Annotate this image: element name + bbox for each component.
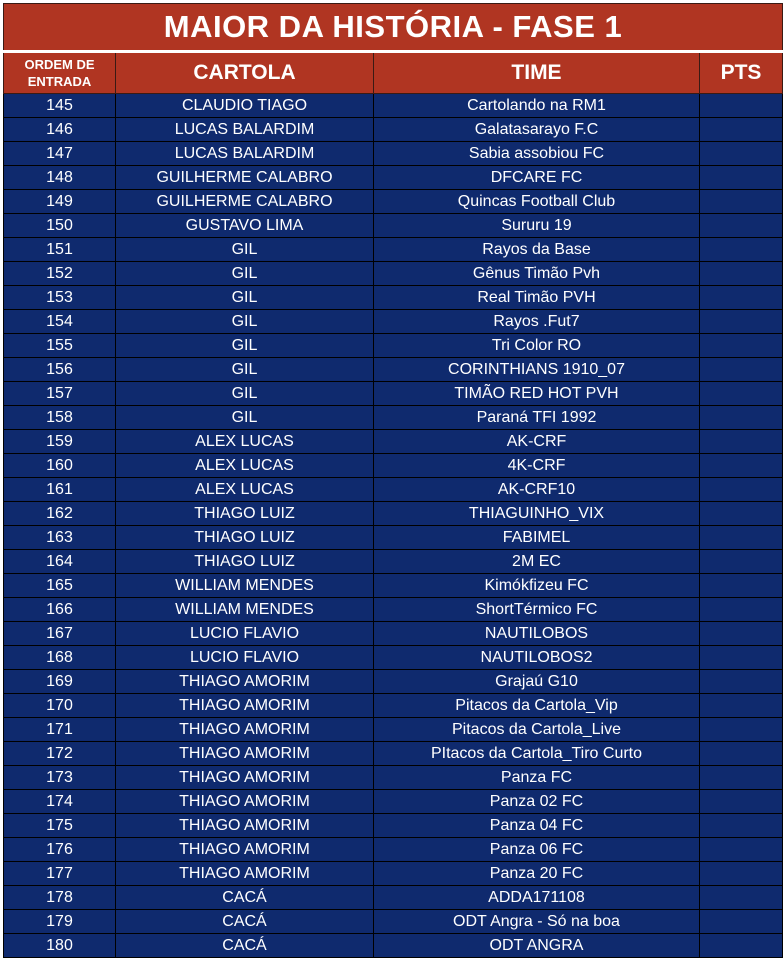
cell-ordem: 149 — [4, 190, 116, 214]
cell-pts — [700, 790, 783, 814]
cell-time: CORINTHIANS 1910_07 — [374, 358, 700, 382]
table-row — [4, 190, 783, 214]
cell-pts — [700, 262, 783, 286]
cell-time: Paraná TFI 1992 — [374, 406, 700, 430]
cell-time: ShortTérmico FC — [374, 598, 700, 622]
column-header-time: TIME — [374, 52, 700, 94]
cell-time: Gênus Timão Pvh — [374, 262, 700, 286]
column-header-pts: PTS — [700, 52, 783, 94]
column-header-ordem-line1: ORDEM DE — [24, 57, 95, 72]
cell-pts — [700, 910, 783, 934]
cell-pts — [700, 502, 783, 526]
column-header-cartola: CARTOLA — [116, 52, 374, 94]
table-row — [4, 718, 783, 742]
cell-time: Rayos da Base — [374, 238, 700, 262]
cell-ordem: 180 — [4, 934, 116, 958]
cell-ordem: 151 — [4, 238, 116, 262]
table-row — [4, 310, 783, 334]
cell-ordem: 146 — [4, 118, 116, 142]
table-row — [4, 382, 783, 406]
cell-cartola: THIAGO AMORIM — [116, 790, 374, 814]
cell-ordem: 168 — [4, 646, 116, 670]
cell-cartola: GIL — [116, 334, 374, 358]
cell-pts — [700, 214, 783, 238]
cell-ordem: 171 — [4, 718, 116, 742]
table-row — [4, 742, 783, 766]
cell-ordem: 152 — [4, 262, 116, 286]
cell-ordem: 159 — [4, 430, 116, 454]
table-row — [4, 862, 783, 886]
cell-cartola: GIL — [116, 382, 374, 406]
cell-ordem: 175 — [4, 814, 116, 838]
table-row — [4, 910, 783, 934]
cell-cartola: GIL — [116, 406, 374, 430]
cell-cartola: ALEX LUCAS — [116, 430, 374, 454]
cell-pts — [700, 406, 783, 430]
cell-time: 4K-CRF — [374, 454, 700, 478]
table-row — [4, 790, 783, 814]
cell-cartola: GIL — [116, 358, 374, 382]
cell-pts — [700, 310, 783, 334]
column-header-ordem — [4, 52, 116, 94]
cell-cartola: CACÁ — [116, 886, 374, 910]
table-row — [4, 406, 783, 430]
cell-ordem: 154 — [4, 310, 116, 334]
table-row — [4, 694, 783, 718]
table-row — [4, 142, 783, 166]
cell-cartola: THIAGO LUIZ — [116, 526, 374, 550]
cell-cartola: GIL — [116, 262, 374, 286]
cell-cartola: THIAGO AMORIM — [116, 814, 374, 838]
cell-pts — [700, 622, 783, 646]
cell-ordem: 167 — [4, 622, 116, 646]
table-row — [4, 334, 783, 358]
cell-time: TIMÃO RED HOT PVH — [374, 382, 700, 406]
cell-pts — [700, 694, 783, 718]
cell-ordem: 157 — [4, 382, 116, 406]
cell-pts — [700, 454, 783, 478]
cell-pts — [700, 838, 783, 862]
table-row — [4, 502, 783, 526]
cell-time: NAUTILOBOS2 — [374, 646, 700, 670]
cell-ordem: 164 — [4, 550, 116, 574]
cell-pts — [700, 526, 783, 550]
cell-ordem: 172 — [4, 742, 116, 766]
table-row — [4, 214, 783, 238]
cell-pts — [700, 670, 783, 694]
column-header-ordem-line2: ENTRADA — [27, 74, 92, 89]
cell-pts — [700, 886, 783, 910]
table-row — [4, 766, 783, 790]
cell-cartola: CACÁ — [116, 910, 374, 934]
cell-cartola: THIAGO AMORIM — [116, 766, 374, 790]
cell-time: DFCARE FC — [374, 166, 700, 190]
cell-time: Panza FC — [374, 766, 700, 790]
cell-pts — [700, 430, 783, 454]
cell-cartola: ALEX LUCAS — [116, 454, 374, 478]
cell-pts — [700, 766, 783, 790]
cell-pts — [700, 598, 783, 622]
cell-ordem: 153 — [4, 286, 116, 310]
cell-ordem: 156 — [4, 358, 116, 382]
table-row — [4, 526, 783, 550]
cell-cartola: CACÁ — [116, 934, 374, 958]
cell-time: Galatasarayo F.C — [374, 118, 700, 142]
cell-time: Panza 06 FC — [374, 838, 700, 862]
cell-pts — [700, 478, 783, 502]
cell-cartola: THIAGO AMORIM — [116, 742, 374, 766]
table-row — [4, 598, 783, 622]
cell-cartola: WILLIAM MENDES — [116, 574, 374, 598]
cell-ordem: 165 — [4, 574, 116, 598]
table-row — [4, 934, 783, 958]
cell-cartola: THIAGO AMORIM — [116, 718, 374, 742]
cell-cartola: THIAGO AMORIM — [116, 670, 374, 694]
cell-time: NAUTILOBOS — [374, 622, 700, 646]
table-row — [4, 886, 783, 910]
cell-ordem: 160 — [4, 454, 116, 478]
table-row — [4, 814, 783, 838]
cell-cartola: GUSTAVO LIMA — [116, 214, 374, 238]
table-row — [4, 454, 783, 478]
cell-ordem: 174 — [4, 790, 116, 814]
cell-ordem: 147 — [4, 142, 116, 166]
cell-cartola: GUILHERME CALABRO — [116, 166, 374, 190]
cell-cartola: THIAGO AMORIM — [116, 862, 374, 886]
cell-pts — [700, 814, 783, 838]
table-row — [4, 838, 783, 862]
cell-time: PItacos da Cartola_Tiro Curto — [374, 742, 700, 766]
cell-cartola: THIAGO LUIZ — [116, 502, 374, 526]
cell-time: Pitacos da Cartola_Live — [374, 718, 700, 742]
cell-time: Kimókfizeu FC — [374, 574, 700, 598]
cell-pts — [700, 574, 783, 598]
table-row — [4, 574, 783, 598]
table-row — [4, 550, 783, 574]
cell-ordem: 170 — [4, 694, 116, 718]
cell-time: FABIMEL — [374, 526, 700, 550]
cell-pts — [700, 166, 783, 190]
cell-cartola: GIL — [116, 310, 374, 334]
cell-time: Panza 02 FC — [374, 790, 700, 814]
cell-time: Rayos .Fut7 — [374, 310, 700, 334]
cell-ordem: 150 — [4, 214, 116, 238]
table-row — [4, 670, 783, 694]
cell-ordem: 166 — [4, 598, 116, 622]
table-row — [4, 646, 783, 670]
cell-time: Pitacos da Cartola_Vip — [374, 694, 700, 718]
cell-time: AK-CRF10 — [374, 478, 700, 502]
cell-pts — [700, 646, 783, 670]
table-row — [4, 262, 783, 286]
table-title: MAIOR DA HISTÓRIA - FASE 1 — [4, 4, 783, 52]
cell-time: Tri Color RO — [374, 334, 700, 358]
cell-cartola: CLAUDIO TIAGO — [116, 94, 374, 118]
table-row — [4, 478, 783, 502]
table-row — [4, 358, 783, 382]
cell-time: Real Timão PVH — [374, 286, 700, 310]
cell-time: Grajaú G10 — [374, 670, 700, 694]
cell-time: Sururu 19 — [374, 214, 700, 238]
cell-ordem: 178 — [4, 886, 116, 910]
cell-ordem: 158 — [4, 406, 116, 430]
table-row — [4, 166, 783, 190]
cell-cartola: ALEX LUCAS — [116, 478, 374, 502]
table-body — [4, 94, 783, 958]
cell-cartola: LUCIO FLAVIO — [116, 622, 374, 646]
cell-ordem: 173 — [4, 766, 116, 790]
cell-time: ADDA171108 — [374, 886, 700, 910]
cell-time: AK-CRF — [374, 430, 700, 454]
cell-time: Panza 04 FC — [374, 814, 700, 838]
cell-ordem: 169 — [4, 670, 116, 694]
header-row — [4, 52, 783, 94]
cell-cartola: LUCAS BALARDIM — [116, 118, 374, 142]
cell-ordem: 145 — [4, 94, 116, 118]
cell-time: 2M EC — [374, 550, 700, 574]
cell-cartola: THIAGO AMORIM — [116, 694, 374, 718]
cell-ordem: 179 — [4, 910, 116, 934]
cell-pts — [700, 94, 783, 118]
cell-time: Sabia assobiou FC — [374, 142, 700, 166]
table-row — [4, 286, 783, 310]
cell-ordem: 162 — [4, 502, 116, 526]
cell-pts — [700, 334, 783, 358]
cell-cartola: GUILHERME CALABRO — [116, 190, 374, 214]
cell-ordem: 177 — [4, 862, 116, 886]
table-row — [4, 622, 783, 646]
cell-cartola: GIL — [116, 238, 374, 262]
cell-time: ODT Angra - Só na boa — [374, 910, 700, 934]
cell-cartola: THIAGO AMORIM — [116, 838, 374, 862]
cell-pts — [700, 862, 783, 886]
cell-pts — [700, 718, 783, 742]
cell-pts — [700, 238, 783, 262]
cell-pts — [700, 190, 783, 214]
cell-cartola: THIAGO LUIZ — [116, 550, 374, 574]
cell-cartola: LUCIO FLAVIO — [116, 646, 374, 670]
cell-ordem: 161 — [4, 478, 116, 502]
cell-time: THIAGUINHO_VIX — [374, 502, 700, 526]
cell-cartola: GIL — [116, 286, 374, 310]
cell-pts — [700, 742, 783, 766]
cell-pts — [700, 142, 783, 166]
cell-time: ODT ANGRA — [374, 934, 700, 958]
cell-pts — [700, 286, 783, 310]
cell-time: Panza 20 FC — [374, 862, 700, 886]
cell-ordem: 176 — [4, 838, 116, 862]
title-row — [4, 4, 783, 52]
cell-pts — [700, 118, 783, 142]
cell-ordem: 148 — [4, 166, 116, 190]
cell-time: Cartolando na RM1 — [374, 94, 700, 118]
cell-pts — [700, 934, 783, 958]
cell-pts — [700, 550, 783, 574]
cell-pts — [700, 358, 783, 382]
table-row — [4, 238, 783, 262]
table-row — [4, 118, 783, 142]
cell-ordem: 163 — [4, 526, 116, 550]
table-row — [4, 94, 783, 118]
cell-cartola: LUCAS BALARDIM — [116, 142, 374, 166]
ranking-table — [3, 3, 783, 958]
cell-pts — [700, 382, 783, 406]
table-row — [4, 430, 783, 454]
cell-time: Quincas Football Club — [374, 190, 700, 214]
cell-ordem: 155 — [4, 334, 116, 358]
cell-cartola: WILLIAM MENDES — [116, 598, 374, 622]
